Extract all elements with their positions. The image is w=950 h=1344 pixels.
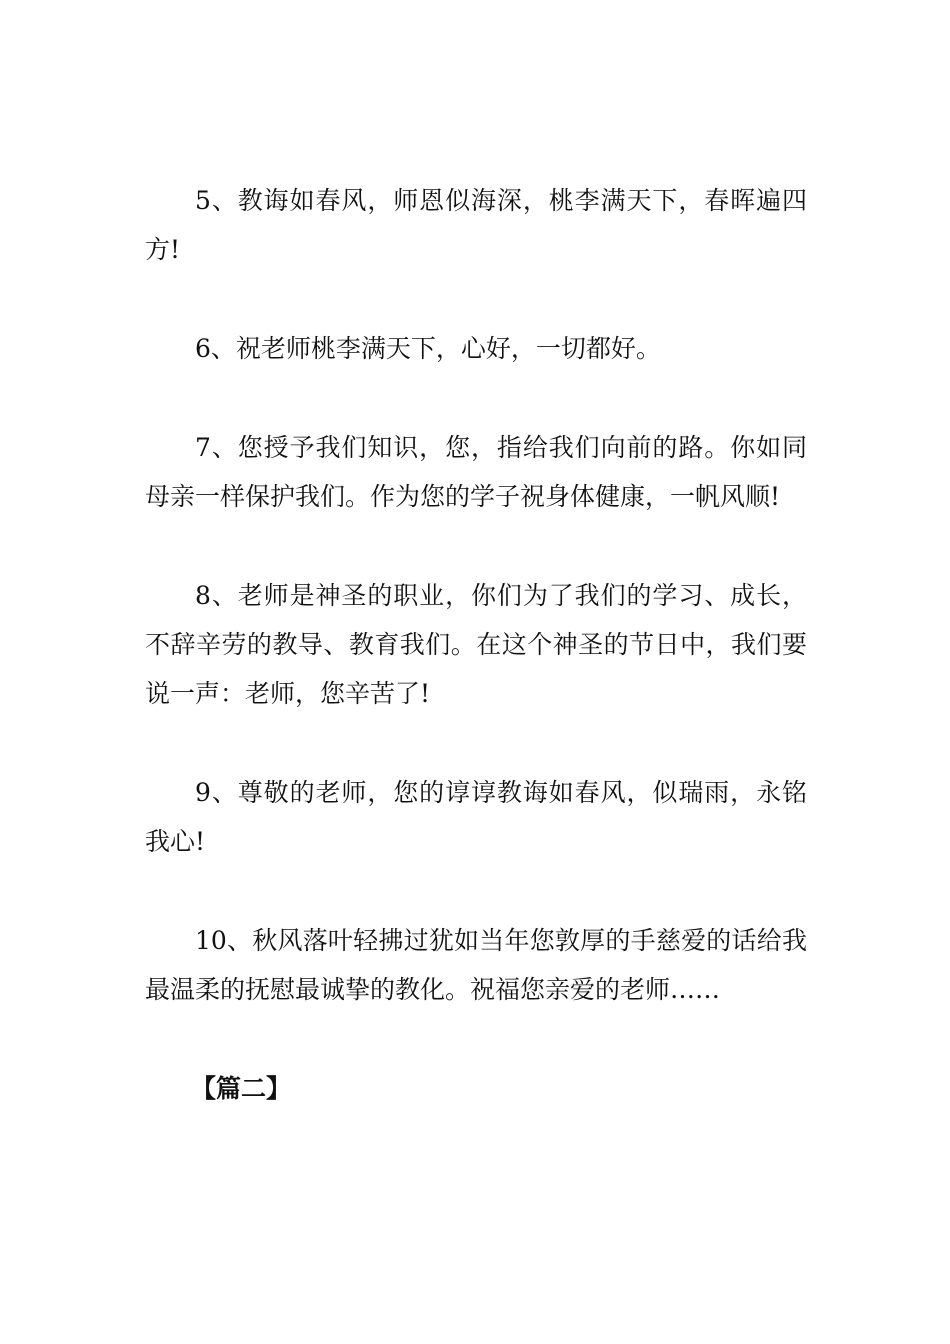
paragraph-8: 8、老师是神圣的职业，你们为了我们的学习、成长，不辞辛劳的教导、教育我们。在这个神圣的节日中，我们要说一声：老师，您辛苦了! <box>145 581 807 708</box>
paragraph-5: 5、教诲如春风，师恩似海深，桃李满天下，春晖遍四方! <box>145 186 807 264</box>
paragraph-10: 10、秋风落叶轻拂过犹如当年您敦厚的手慈爱的话给我最温柔的抚慰最诚挚的教化。祝福您亲爱的老师…… <box>145 926 807 1004</box>
paragraph-7: 7、您授予我们知识，您，指给我们向前的路。你如同母亲一样保护我们。作为您的学子祝身体健康，一帆风顺! <box>145 433 807 511</box>
document-body <box>145 176 807 1113</box>
paragraph-6: 6、祝老师桃李满天下，心好，一切都好。 <box>195 334 661 363</box>
paragraph-9: 9、尊敬的老师，您的谆谆教诲如春风，似瑞雨，永铭我心! <box>145 778 807 856</box>
section-heading: 【篇二】 <box>191 1074 292 1103</box>
